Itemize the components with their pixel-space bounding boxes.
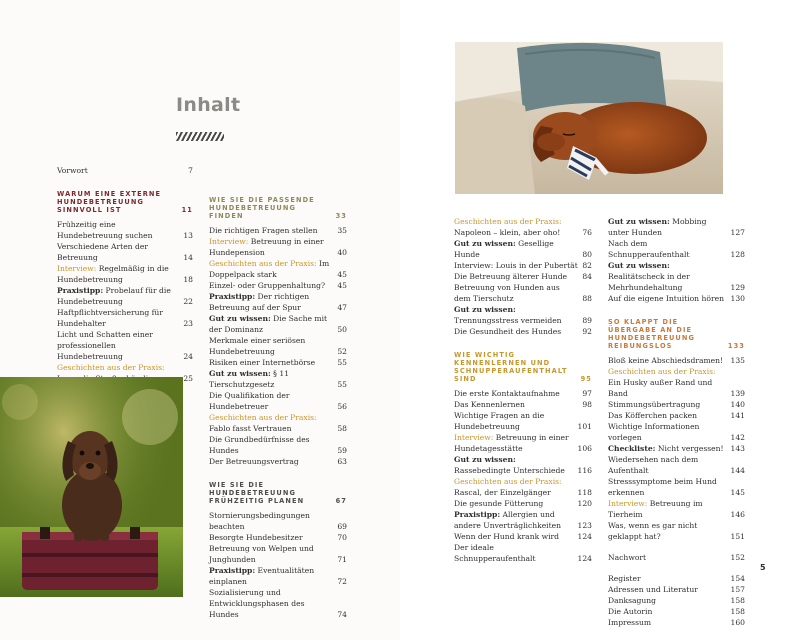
toc-entry[interactable] <box>454 509 592 531</box>
toc-entry-title <box>209 456 337 467</box>
toc-entry-title <box>608 595 731 606</box>
toc-entry-text: Realitätscheck in der Mehrhundehaltung <box>608 272 690 292</box>
toc-entry-page: 97 <box>582 389 592 398</box>
toc-entry-page: 45 <box>337 270 347 279</box>
toc-entry-title <box>209 565 337 587</box>
toc-entry-label: Interview: <box>57 264 97 273</box>
toc-entry-title <box>608 366 731 399</box>
toc-entry[interactable] <box>209 390 347 412</box>
toc-entry-text: Einzel- oder Gruppenhaltung? <box>209 281 326 290</box>
toc-entry-page: 157 <box>730 585 745 594</box>
toc-entry[interactable] <box>454 326 592 337</box>
toc-entry-text: Wenn der Hund krank wird <box>454 532 560 541</box>
chapter-title: WARUM EINE EXTERNE HUNDEBETREUUNG SINNVOLL IST <box>57 190 162 214</box>
toc-entry-page: 84 <box>582 272 592 281</box>
toc-entry[interactable] <box>454 531 592 542</box>
toc-entry[interactable] <box>608 573 745 584</box>
toc-entry-title <box>209 291 337 313</box>
toc-chapter-heading[interactable] <box>209 196 347 220</box>
toc-entry-text: Wiedersehen nach dem Aufenthalt <box>608 455 699 475</box>
toc-entry-text: Die Autorin <box>608 607 653 616</box>
toc-entry[interactable] <box>454 260 592 271</box>
chapter-page: 11 <box>181 206 193 214</box>
toc-entry[interactable] <box>454 454 592 476</box>
toc-entry-label: Geschichten aus der Praxis: <box>454 477 562 486</box>
toc-entry-page: 120 <box>577 499 592 508</box>
toc-entry[interactable] <box>209 225 347 236</box>
toc-entry[interactable] <box>608 476 745 498</box>
toc-entry[interactable] <box>608 260 745 293</box>
toc-entry-page: 22 <box>183 297 193 306</box>
toc-entry-title <box>57 285 183 307</box>
toc-entry[interactable] <box>209 258 347 280</box>
toc-entry-page: 25 <box>183 374 193 383</box>
toc-entry[interactable] <box>209 357 347 368</box>
toc-entry-text: Haftpflichtversicherung für Hundehalter <box>57 308 163 328</box>
toc-entry[interactable] <box>608 584 745 595</box>
toc-entry-text: Licht und Schatten einer professionellen Hundebetreuung <box>57 330 153 361</box>
toc-entry-text: Der ideale Schnupperaufenthalt <box>454 543 536 563</box>
toc-entry-label: Interview: <box>608 499 648 508</box>
toc-entry-text: Der richtigen Betreuung auf der Spur <box>209 292 310 312</box>
toc-entry-text: Nachwort <box>608 553 647 562</box>
toc-entry-page: 140 <box>730 400 745 409</box>
toc-entry-title <box>608 476 731 498</box>
toc-entry-title <box>454 454 578 476</box>
toc-entry[interactable] <box>209 335 347 357</box>
toc-entry-page: 116 <box>577 466 592 475</box>
toc-entry-page: 63 <box>337 457 347 466</box>
toc-entry-text: Probelauf für die Hundebetreuung <box>57 286 171 306</box>
toc-entry[interactable] <box>209 280 347 291</box>
puppy-photo <box>0 377 183 597</box>
toc-entry-title <box>608 399 731 410</box>
toc-entry-title <box>608 410 731 421</box>
toc-entry-title <box>57 329 183 362</box>
toc-entry[interactable] <box>209 565 347 587</box>
toc-entry-page: 56 <box>337 402 347 411</box>
toc-entry-text: Impressum <box>608 618 652 627</box>
toc-entry[interactable] <box>209 236 347 258</box>
toc-column-2 <box>209 196 347 620</box>
toc-entry-text: Die Betreuung älterer Hunde <box>454 272 568 281</box>
toc-entry-text: Nicht vergessen! <box>655 444 724 453</box>
toc-entry-page: 127 <box>730 228 745 237</box>
toc-entry-text: Verschiedene Arten der Betreuung <box>57 242 148 262</box>
hatch-ornament <box>176 132 224 141</box>
toc-entry-label: Praxistipp: <box>454 510 501 519</box>
toc-entry[interactable] <box>608 595 745 606</box>
toc-entry-text: Vorwort <box>57 166 88 175</box>
toc-entry-text: Mobbing unter Hunden <box>608 217 707 237</box>
toc-entry-label: Geschichten aus der Praxis: <box>57 363 165 372</box>
toc-entry-page: 130 <box>730 294 745 303</box>
toc-entry-text: Das Köfferchen packen <box>608 411 698 420</box>
toc-entry-page: 76 <box>582 228 592 237</box>
toc-entry-title <box>209 357 337 368</box>
toc-entry[interactable] <box>57 285 193 307</box>
toc-entry-title <box>608 552 731 563</box>
toc-entry[interactable] <box>454 271 592 282</box>
toc-entry-text: Rassebedingte Unterschiede <box>454 466 565 475</box>
toc-entry-page: 18 <box>183 275 193 284</box>
toc-entry-page: 82 <box>582 261 592 270</box>
toc-entry-title <box>608 443 731 454</box>
toc-entry-page: 142 <box>730 433 745 442</box>
toc-entry-label: Geschichten aus der Praxis: <box>608 367 716 376</box>
toc-entry-label: Gut zu wissen: <box>209 314 271 323</box>
toc-entry-title <box>454 399 582 410</box>
toc-entry-page: 59 <box>337 446 347 455</box>
toc-entry[interactable] <box>209 368 347 390</box>
toc-entry-text: Auf die eigene Intuition hören <box>608 294 724 303</box>
toc-entry[interactable] <box>608 366 745 399</box>
toc-entry-title <box>209 225 337 236</box>
toc-entry-text: Wichtige Informationen vorlegen <box>608 422 700 442</box>
toc-entry-page: 141 <box>730 411 745 420</box>
toc-entry-title <box>57 241 183 263</box>
chapter-page: 67 <box>335 497 347 505</box>
toc-entry-title <box>608 260 731 293</box>
toc-entry-page: 92 <box>582 327 592 336</box>
toc-entry-text: Bloß keine Abschiedsdramen! <box>608 356 724 365</box>
toc-entry-label: Geschichten aus der Praxis: <box>209 259 317 268</box>
toc-entry-text: Die richtigen Fragen stellen <box>209 226 318 235</box>
toc-entry[interactable] <box>454 388 592 399</box>
toc-entry[interactable] <box>608 454 745 476</box>
toc-entry-text: Stresssymptome beim Hund erkennen <box>608 477 717 497</box>
toc-entry-text: Interview: Louis in der Pubertät <box>454 261 578 270</box>
toc-entry-title <box>454 531 578 542</box>
toc-entry-text: Im Doppelpack stark <box>209 259 330 279</box>
toc-entry[interactable] <box>454 399 592 410</box>
toc-entry[interactable] <box>608 421 745 443</box>
toc-column-3 <box>454 216 592 564</box>
toc-entry-text: Stornierungsbedingungen beachten <box>209 511 310 531</box>
chapter-page: 33 <box>335 212 347 220</box>
toc-entry-text: Das Kennenlernen <box>454 400 525 409</box>
toc-entry-page: 72 <box>337 577 347 586</box>
toc-entry-page: 35 <box>337 226 347 235</box>
toc-entry-label: Gut zu wissen: <box>454 239 516 248</box>
toc-entry-page: 145 <box>730 488 745 497</box>
toc-entry-label: Praxistipp: <box>209 292 256 301</box>
toc-entry-text: Betreuung in einer Hundepension <box>209 237 324 257</box>
toc-entry-text: Register <box>608 574 641 583</box>
toc-entry-page: 101 <box>577 422 592 431</box>
toc-entry-text: Frühzeitig eine Hundebetreuung suchen <box>57 220 153 240</box>
toc-entry-title <box>209 313 337 335</box>
toc-entry-page: 55 <box>337 380 347 389</box>
toc-entry-label: Gut zu wissen: <box>608 217 670 226</box>
toc-entry-page: 80 <box>582 250 592 259</box>
toc-entry-text: Rascal, der Einzelgänger <box>454 488 551 497</box>
toc-entry-title <box>454 260 582 271</box>
toc-entry[interactable] <box>608 520 745 542</box>
toc-chapter-heading[interactable] <box>57 190 193 214</box>
toc-entry-title <box>454 326 582 337</box>
toc-entry-text: Nach dem Schnupperaufenthalt <box>608 239 690 259</box>
toc-entry[interactable] <box>209 412 347 434</box>
toc-entry-page: 154 <box>730 574 745 583</box>
toc-entry-text: Allergien und andere Unverträglichkeiten <box>454 510 562 530</box>
toc-entry-page: 52 <box>337 347 347 356</box>
toc-entry-text: Stimmungsübertragung <box>608 400 701 409</box>
toc-entry-text: Eventualitäten einplanen <box>209 566 315 586</box>
toc-entry[interactable] <box>57 219 193 241</box>
toc-entry-page: 124 <box>577 532 592 541</box>
toc-entry-text: § 11 Tierschutzgesetz <box>209 369 290 389</box>
toc-entry-page: 71 <box>337 555 347 564</box>
toc-entry-title <box>608 573 731 584</box>
toc-entry-text: Ein Husky außer Rand und Band <box>608 378 713 398</box>
toc-entry-title <box>209 543 337 565</box>
toc-entry-page: 123 <box>577 521 592 530</box>
toc-entry[interactable] <box>454 432 592 454</box>
chapter-title: WIE SIE DIE HUNDEBETREUUNG FRÜHZEITIG PLANEN <box>209 481 305 505</box>
toc-entry-title <box>209 390 337 412</box>
toc-entry-page: 135 <box>730 356 745 365</box>
toc-entry-page: 151 <box>730 532 745 541</box>
toc-entry[interactable] <box>454 476 592 498</box>
toc-entry-page: 124 <box>577 554 592 563</box>
toc-entry-label: Gut zu wissen: <box>608 261 670 270</box>
page-number: 5 <box>760 563 766 572</box>
sleeping-dog-illustration <box>455 42 723 194</box>
toc-entry-title <box>209 532 337 543</box>
toc-entry-title <box>209 280 337 291</box>
toc-entry-title <box>57 307 183 329</box>
toc-entry-page: 139 <box>730 389 745 398</box>
toc-entry-page: 89 <box>582 316 592 325</box>
toc-entry-page: 74 <box>337 610 347 619</box>
toc-entry-page: 118 <box>577 488 592 497</box>
puppy-illustration <box>0 377 183 597</box>
chapter-title: WIE WICHTIG KENNENLERNEN UND SCHNUPPERAUFENTHALT SIND <box>454 351 568 383</box>
toc-entry[interactable] <box>57 165 193 176</box>
toc-entry-title <box>608 293 731 304</box>
toc-entry-page: 55 <box>337 358 347 367</box>
toc-chapter-heading[interactable] <box>454 351 592 383</box>
toc-entry-title <box>209 510 337 532</box>
chapter-page: 95 <box>580 375 592 383</box>
toc-entry-page: 45 <box>337 281 347 290</box>
toc-entry-page: 40 <box>337 248 347 257</box>
toc-entry-text: Die Grundbedürfnisse des Hundes <box>209 435 310 455</box>
toc-entry-page: 158 <box>730 607 745 616</box>
toc-entry[interactable] <box>57 263 193 285</box>
toc-chapter-heading[interactable] <box>209 481 347 505</box>
toc-entry[interactable] <box>608 498 745 520</box>
toc-entry-title <box>209 434 337 456</box>
toc-entry-title <box>454 216 582 238</box>
chapter-title: WIE SIE DIE PASSENDE HUNDEBETREUUNG FINDEN <box>209 196 315 220</box>
toc-entry-title <box>454 498 578 509</box>
toc-entry-label: Interview: <box>209 237 249 246</box>
toc-entry-title <box>454 432 578 454</box>
toc-entry[interactable] <box>454 238 592 260</box>
toc-entry[interactable] <box>608 443 745 454</box>
toc-entry-text: Die erste Kontaktaufnahme <box>454 389 560 398</box>
toc-entry-title <box>209 335 337 357</box>
toc-entry[interactable] <box>608 355 745 366</box>
toc-entry-page: 144 <box>730 466 745 475</box>
toc-entry-text: Die gesunde Fütterung <box>454 499 544 508</box>
page-title: Inhalt <box>176 94 241 116</box>
toc-entry-text: Adressen und Literatur <box>608 585 698 594</box>
toc-entry-page: 152 <box>730 553 745 562</box>
toc-entry-title <box>608 606 731 617</box>
toc-entry-page: 88 <box>582 294 592 303</box>
toc-entry-label: Gut zu wissen: <box>454 305 516 314</box>
toc-entry-label: Praxistipp: <box>209 566 256 575</box>
toc-entry-title <box>209 368 337 390</box>
toc-entry-title <box>454 509 578 531</box>
toc-entry[interactable] <box>209 587 347 620</box>
toc-entry[interactable] <box>608 293 745 304</box>
toc-entry[interactable] <box>209 510 347 532</box>
toc-entry[interactable] <box>608 399 745 410</box>
toc-entry-page: 98 <box>582 400 592 409</box>
toc-entry-title <box>454 304 582 326</box>
sleeping-dog-photo <box>455 42 723 194</box>
toc-entry-title <box>454 271 582 282</box>
toc-entry-label: Geschichten aus der Praxis: <box>209 413 317 422</box>
toc-entry-text: Betreuung von Welpen und Junghunden <box>209 544 314 564</box>
toc-entry-title <box>454 476 578 498</box>
toc-entry-text: Betreuung in einer Hundetagesstätte <box>454 433 569 453</box>
toc-entry-title <box>608 216 731 238</box>
toc-entry[interactable] <box>454 304 592 326</box>
toc-entry-page: 158 <box>730 596 745 605</box>
toc-entry-label: Geschichten aus der Praxis: <box>454 217 562 226</box>
toc-entry[interactable] <box>608 216 745 238</box>
toc-entry-text: Die Qualifikation der Hundebetreuer <box>209 391 290 411</box>
toc-entry-label: Praxistipp: <box>57 286 104 295</box>
toc-entry-text: Gesellige Hunde <box>454 239 554 259</box>
toc-entry-page: 70 <box>337 533 347 542</box>
toc-entry-page: 146 <box>730 510 745 519</box>
toc-entry-title <box>608 454 731 476</box>
toc-entry-title <box>608 238 731 260</box>
toc-entry-page: 50 <box>337 325 347 334</box>
toc-entry-page: 24 <box>183 352 193 361</box>
toc-entry[interactable] <box>57 241 193 263</box>
toc-entry-title <box>209 412 337 434</box>
toc-entry[interactable] <box>608 410 745 421</box>
toc-entry[interactable] <box>454 410 592 432</box>
toc-entry-text: Betreuung von Hunden aus dem Tierschutz <box>454 283 560 303</box>
toc-entry-title <box>209 236 337 258</box>
toc-entry-page: 106 <box>577 444 592 453</box>
toc-entry-page: 47 <box>337 303 347 312</box>
toc-entry[interactable] <box>454 216 592 238</box>
toc-entry-page: 23 <box>183 319 193 328</box>
toc-entry[interactable] <box>209 456 347 467</box>
toc-entry-title <box>608 421 731 443</box>
toc-entry-title <box>57 219 183 241</box>
toc-entry-label: Checkliste: <box>608 444 656 453</box>
toc-entry-page: 58 <box>337 424 347 433</box>
toc-entry-title <box>608 584 731 595</box>
toc-entry-text: Risiken einer Internetbörse <box>209 358 316 367</box>
toc-entry[interactable] <box>608 606 745 617</box>
toc-entry-text: Trennungsstress vermeiden <box>454 316 562 325</box>
toc-entry-title <box>608 498 731 520</box>
toc-column-4 <box>608 216 745 628</box>
toc-entry-page: 143 <box>730 444 745 453</box>
toc-entry-page: 13 <box>183 231 193 240</box>
toc-entry-text: Regelmäßig in die Hundebetreuung <box>57 264 169 284</box>
toc-entry-text: Betreuung im Tierheim <box>608 499 703 519</box>
toc-entry-title <box>454 388 582 399</box>
toc-entry-title <box>608 617 731 628</box>
toc-entry[interactable] <box>57 329 193 362</box>
toc-entry-title <box>209 587 337 620</box>
chapter-title: SO KLAPPT DIE ÜBERGABE AN DIE HUNDEBETREUUNG REIBUNGSLOS <box>608 318 696 350</box>
toc-entry[interactable] <box>57 307 193 329</box>
toc-entry-title <box>608 355 731 366</box>
toc-entry[interactable] <box>209 434 347 456</box>
toc-entry[interactable] <box>608 552 745 563</box>
toc-entry-title <box>209 258 337 280</box>
toc-entry-text: Merkmale einer seriösen Hundebetreuung <box>209 336 306 356</box>
toc-entry[interactable] <box>454 282 592 304</box>
toc-entry-title <box>608 520 731 542</box>
toc-entry-text: Die Sache mit der Dominanz <box>209 314 328 334</box>
toc-column-1 <box>57 165 193 384</box>
toc-entry-text: Napoleon – klein, aber oho! <box>454 228 561 237</box>
toc-entry-text: Besorgte Hundebesitzer <box>209 533 303 542</box>
toc-entry-page: 69 <box>337 522 347 531</box>
toc-entry-text: Danksagung <box>608 596 657 605</box>
toc-entry-text: Der Betreuungsvertrag <box>209 457 299 466</box>
toc-chapter-heading[interactable] <box>608 318 745 350</box>
toc-entry[interactable] <box>454 498 592 509</box>
toc-entry[interactable] <box>209 543 347 565</box>
toc-entry-title <box>57 165 188 176</box>
toc-entry-page: 129 <box>730 283 745 292</box>
toc-entry[interactable] <box>608 238 745 260</box>
toc-entry[interactable] <box>209 313 347 335</box>
toc-entry-page: 14 <box>183 253 193 262</box>
toc-entry-page: 7 <box>188 166 193 175</box>
toc-entry-title <box>454 282 582 304</box>
toc-entry-title <box>454 410 578 432</box>
toc-entry[interactable] <box>454 542 592 564</box>
toc-entry-text: Wichtige Fragen an die Hundebetreuung <box>454 411 545 431</box>
chapter-page: 133 <box>727 342 745 350</box>
toc-entry-label: Gut zu wissen: <box>209 369 271 378</box>
toc-entry[interactable] <box>608 617 745 628</box>
toc-entry-text: Was, wenn es gar nicht geklappt hat? <box>608 521 698 541</box>
toc-entry-label: Gut zu wissen: <box>454 455 516 464</box>
toc-entry-title <box>57 263 183 285</box>
toc-entry[interactable] <box>209 532 347 543</box>
toc-entry-title <box>454 238 582 260</box>
toc-entry-text: Sozialisierung und Entwicklungsphasen des Hundes <box>209 588 305 619</box>
toc-entry-label: Interview: <box>454 433 494 442</box>
toc-entry-text: Fablo fasst Vertrauen <box>209 424 292 433</box>
toc-entry[interactable] <box>209 291 347 313</box>
toc-entry-text: Die Gesundheit des Hundes <box>454 327 562 336</box>
toc-entry-page: 160 <box>730 618 745 627</box>
toc-entry-page: 128 <box>730 250 745 259</box>
toc-entry-title <box>454 542 578 564</box>
